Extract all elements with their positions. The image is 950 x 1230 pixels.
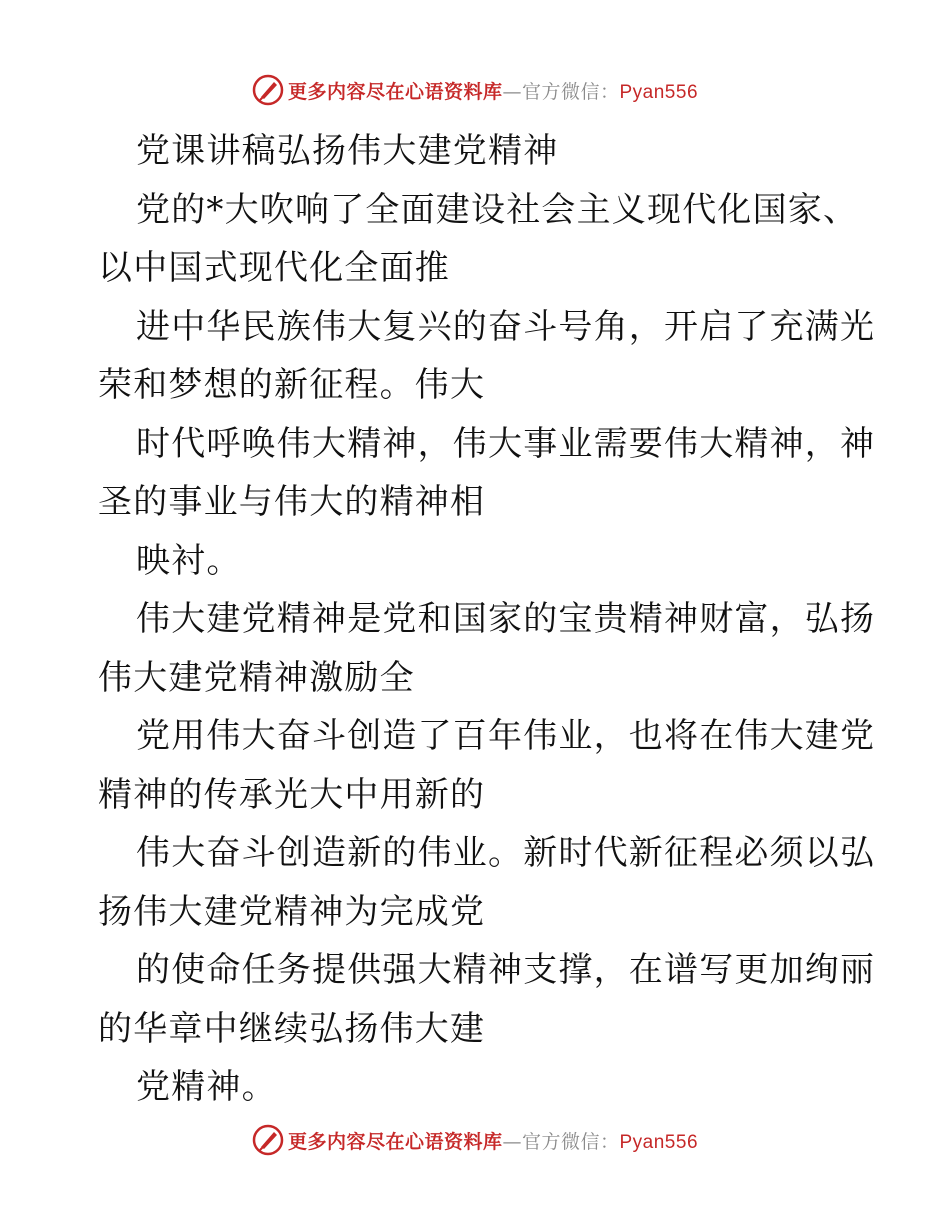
header-banner: [0, 70, 950, 110]
text-line: 党用伟大奋斗创造了百年伟业，也将在伟大建党: [136, 716, 876, 756]
banner-text: [288, 77, 698, 104]
text-line: 伟大奋斗创造新的伟业。新时代新征程必须以弘: [136, 833, 876, 873]
banner-wechat-label: 官方微信：: [521, 80, 620, 103]
quill-logo-icon: [252, 1124, 284, 1156]
banner-dash: —: [502, 80, 522, 103]
banner-wechat-id: Pyan556: [619, 1131, 699, 1153]
text-line: 时代呼唤伟大精神，伟大事业需要伟大精神，神: [136, 423, 876, 464]
text-line: 圣的事业与伟大的精神相: [98, 482, 486, 522]
document-body: [98, 122, 876, 1117]
document-title: 党课讲稿弘扬伟大建党精神: [136, 131, 559, 171]
text-line: 的使命任务提供强大精神支撑，在谱写更加绚丽: [136, 950, 876, 990]
banner-main-text: 更多内容尽在心语资料库: [287, 1130, 503, 1153]
text-line: 以中国式现代化全面推: [98, 248, 450, 288]
text-line: 扬伟大建党精神为完成党: [98, 891, 486, 932]
banner-main-text: 更多内容尽在心语资料库: [287, 80, 503, 103]
text-line: 党精神。: [136, 1067, 277, 1107]
footer-banner: [0, 1120, 950, 1160]
text-line: 伟大建党精神是党和国家的宝贵精神财富，弘扬: [136, 599, 876, 639]
text-line: 进中华民族伟大复兴的奋斗号角，开启了充满光: [136, 306, 876, 347]
text-line: 的华章中继续弘扬伟大建: [98, 1008, 486, 1049]
quill-logo-icon: [252, 74, 284, 106]
banner-wechat-label: 官方微信：: [521, 1130, 620, 1153]
banner-wechat-id: Pyan556: [619, 81, 699, 103]
text-line: 荣和梦想的新征程。伟大: [98, 365, 486, 405]
banner-dash: —: [502, 1130, 522, 1153]
text-line: 伟大建党精神激励全: [98, 657, 415, 698]
text-line: 精神的传承光大中用新的: [98, 774, 486, 815]
text-line: 映衬。: [136, 540, 242, 581]
text-line: 党的*大吹响了全面建设社会主义现代化国家、: [136, 189, 859, 230]
banner-text: [288, 1127, 698, 1154]
